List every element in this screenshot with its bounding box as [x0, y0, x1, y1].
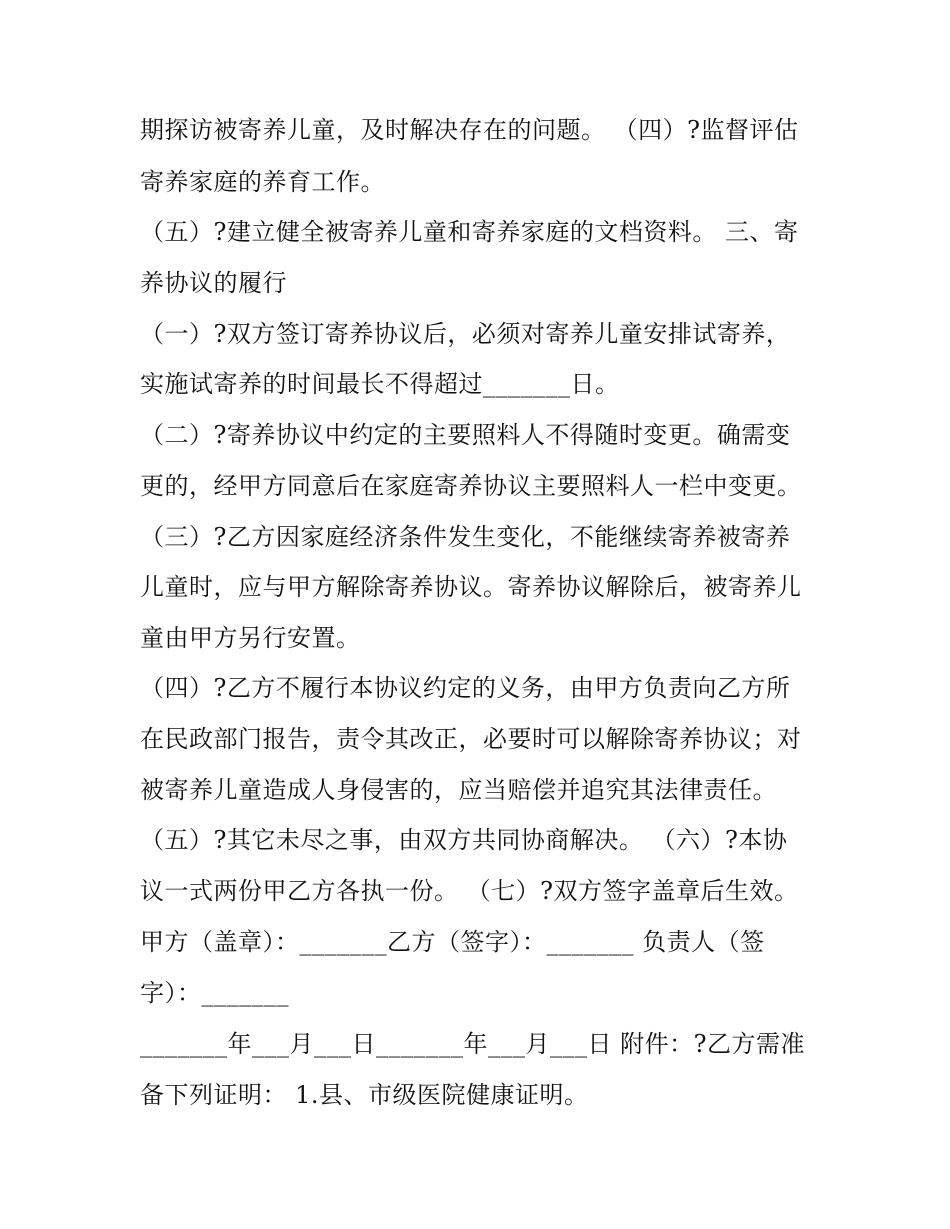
- text-line: 议一式两份甲乙方各执一份。 （七）?双方签字盖章后生效。: [140, 877, 799, 905]
- text-line: 童由甲方另行安置。: [140, 624, 361, 652]
- text-line: 寄养家庭的养育工作。: [140, 168, 385, 196]
- text-line: 被寄养儿童造成人身侵害的，应当赔偿并追究其法律责任。: [140, 776, 777, 804]
- text-line: （一）?双方签订寄养协议后，必须对寄养儿童安排试寄养，: [140, 320, 791, 348]
- text-line: （四）?乙方不履行本协议约定的义务，由甲方负责向乙方所: [140, 674, 791, 702]
- text-line: 期探访被寄养儿童，及时解决存在的问题。 （四）?监督评估: [140, 116, 799, 144]
- text-line: 更的，经甲方同意后在家庭寄养协议主要照料人一栏中变更。: [140, 472, 802, 500]
- text-line: （二）?寄养协议中约定的主要照料人不得随时变更。确需变: [140, 421, 791, 449]
- text-line: （五）?建立健全被寄养儿童和寄养家庭的文档资料。 三、寄: [140, 218, 799, 246]
- signature-line: 甲方（盖章）：_______乙方（签字）：_______ 负责人（签: [140, 928, 765, 956]
- text-line: 实施试寄养的时间最长不得超过_______日。: [140, 370, 620, 398]
- text-line: （五）?其它未尽之事，由双方共同协商解决。 （六）?本协: [140, 826, 788, 854]
- text-line: 儿童时，应与甲方解除寄养协议。寄养协议解除后，被寄养儿: [140, 573, 802, 601]
- signature-line: 字）：_______: [140, 979, 289, 1007]
- attachment-line: 备下列证明： 1.县、市级医院健康证明。: [140, 1081, 589, 1109]
- text-line: 养协议的履行: [140, 269, 287, 297]
- date-line: _______年___月___日_______年___月___日 附件：?乙方需准: [140, 1030, 805, 1058]
- text-line: （三）?乙方因家庭经济条件发生变化，不能继续寄养被寄养: [140, 523, 791, 551]
- text-line: 在民政部门报告，责令其改正，必要时可以解除寄养协议；对: [140, 725, 802, 753]
